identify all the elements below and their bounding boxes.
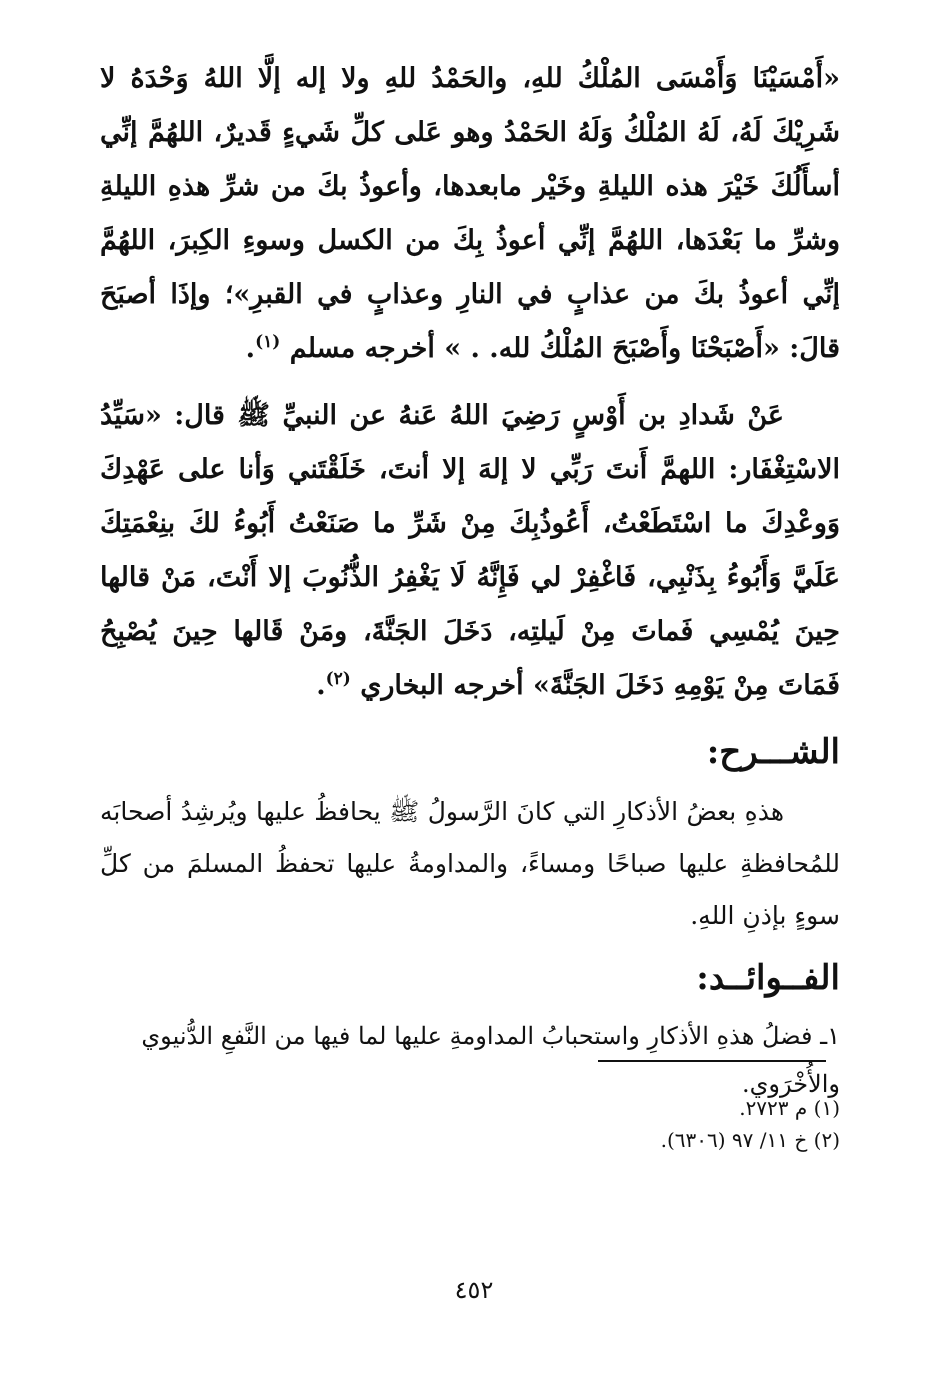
page-number: ٤٥٢ (454, 1276, 494, 1304)
benefit-item-1: ١ـ فضلُ هذهِ الأذكارِ واستحبابُ المداومةِ عليها لما فيها من النَّفعِ الدُّنيوي والأُخْرَوي. (141, 1022, 840, 1098)
hadith-paragraph (100, 389, 840, 716)
sharh-text: هذهِ بعضُ الأذكارِ التي كانَ الرَّسولُ ﷺ يحافظُ عليها ويُرشِدُ أصحابَه للمُحافظةِ عليها صباحًا ومساءً، والمداومةُ عليها تحفظُ المسلمَ من كلِّ سوءٍ بإذنِ اللهِ. (100, 797, 840, 930)
fawaid-heading: الفــوائــد: (696, 958, 840, 998)
sharh-paragraph (100, 786, 840, 942)
dua-end: . (245, 333, 256, 364)
main-content (100, 52, 840, 1108)
footnote-ref-2: (٢) (325, 669, 351, 689)
footnote-1: (١) م ٢٧٢٣. (739, 1096, 840, 1120)
hadith-text: عَنْ شَدادِ بن أَوْسٍ رَضِيَ اللهُ عَنهُ عن النبيِّ ﷺ قال: «سَيِّدُ الاسْتِغْفَار: اللهمَّ أَنتَ رَبِّي لا إلهَ إلا أنتَ، خَلَقْتَني وَأنا على عَهْدِكَ وَوعْدِكَ ما اسْتَطَعْتُ، أَعُوذُبِكَ مِنْ شَرِّ ما صَنَعْتُ أَبُوءُ لكَ بنِعْمَتِكَ عَلَيَّ وَأَبُوءُ بِذَنْبِي، فَاغْفِرْ لي فَإِنَّهُ لَا يَغْفِرُ الذُّنُوبَ إلا أَنْتَ، مَنْ قالها حِينَ يُمْسِي فَماتَ مِنْ لَيلتِه، دَخَلَ الجَنَّةَ، ومَنْ قَالها حِينَ يُصْبِحُ فَمَاتَ مِنْ يَوْمِهِ دَخَلَ الجَنَّةَ» أخرجه البخاري (100, 400, 840, 701)
footnote-separator (598, 1060, 826, 1062)
footnotes (100, 1092, 840, 1156)
dua-text: «أَمْسَيْنَا وَأَمْسَى المُلْكُ للهِ، والحَمْدُ للهِ ولا إله إلَّا اللهُ وَحْدَهُ لا شَرِيْكَ لَهُ، لَهُ المُلْكُ وَلَهُ الحَمْدُ وهو عَلى كلِّ شَيءٍ قَديرٌ، اللهُمَّ إنِّي أسأَلُكَ خَيْرَ هذه الليلةِ وخَيْر مابعدها، وأعوذُ بكَ من شرِّ هذهِ الليلةِ وشرِّ ما بَعْدَها، اللهُمَّ إنِّي أعوذُ بِكَ من الكسل وسوءِ الكِبرَ، اللهُمَّ إنِّي أعوذُ بكَ من عذابٍ في النارِ وعذابٍ في القبرِ»؛ وإذَا أصبَحَ قالَ: «أَصْبَحْنَا وأَصْبَحَ المُلْكُ لله. . » أخرجه مسلم (100, 63, 840, 364)
dua-paragraph (100, 52, 840, 379)
hadith-end: . (316, 670, 326, 701)
footnote-2: (٢) خ ١١/ ٩٧ (٦٣٠٦). (660, 1128, 840, 1152)
footnote-ref-1: (١) (255, 332, 281, 352)
sharh-heading: الشـــرح: (706, 732, 840, 772)
